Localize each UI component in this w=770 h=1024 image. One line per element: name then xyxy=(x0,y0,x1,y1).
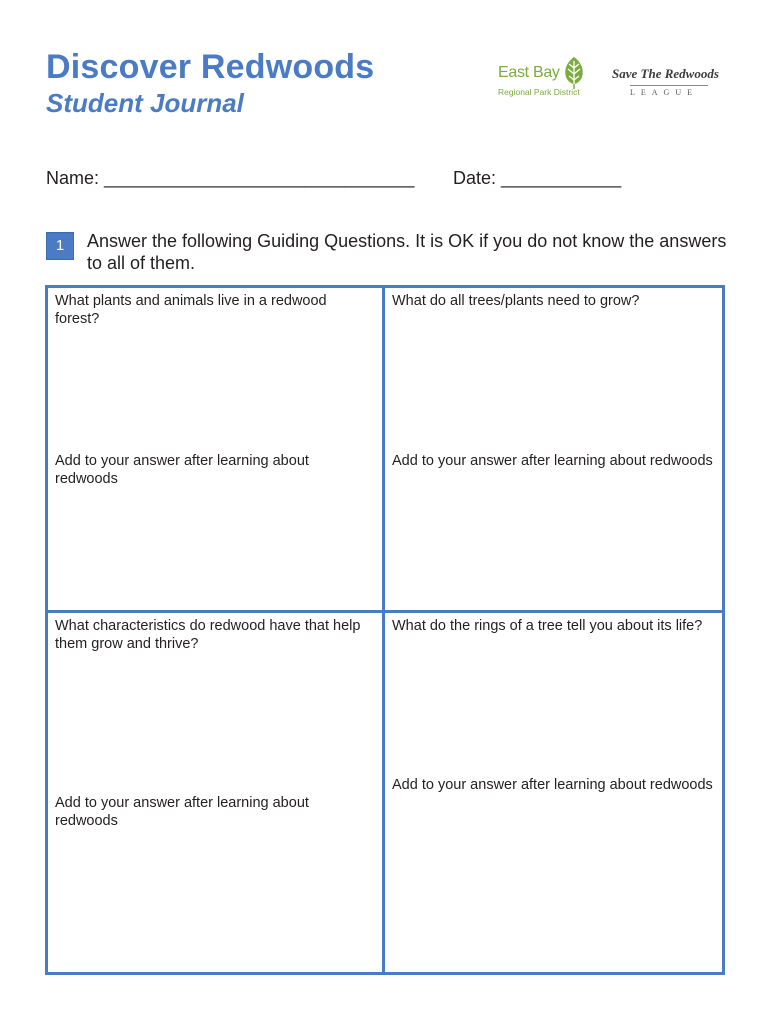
name-field: Name: _______________________________ xyxy=(46,168,415,188)
save-the-redwoods-league-logo xyxy=(612,66,722,98)
step-number-badge: 1 xyxy=(46,232,74,260)
follow-up-prompt: Add to your answer after learning about redwoods xyxy=(55,795,309,829)
question-cell-redwood-characteristics[interactable] xyxy=(48,613,385,972)
follow-up-prompt: Add to your answer after learning about redwoods xyxy=(55,453,309,487)
question-text: What characteristics do redwood have that help them grow and thrive? xyxy=(55,618,361,652)
strl-logo-name: Save The Redwoods xyxy=(612,66,719,81)
date-field: Date: ____________ xyxy=(453,168,622,188)
question-cell-plants-animals[interactable] xyxy=(48,288,385,613)
guiding-questions-grid xyxy=(45,285,725,975)
question-text: What do all trees/plants need to grow? xyxy=(392,293,640,309)
follow-up-prompt: Add to your answer after learning about redwoods xyxy=(392,777,713,793)
question-cell-tree-rings[interactable] xyxy=(385,613,722,972)
step-instructions: Answer the following Guiding Questions. It is OK if you do not know the answers to all of them. xyxy=(87,231,727,273)
strl-logo-divider xyxy=(630,85,708,86)
page-subtitle: Student Journal xyxy=(46,88,244,118)
question-cell-what-trees-need[interactable] xyxy=(385,288,722,613)
question-text: What do the rings of a tree tell you about its life? xyxy=(392,618,703,634)
follow-up-prompt: Add to your answer after learning about redwoods xyxy=(392,453,713,469)
question-text: What plants and animals live in a redwood forest? xyxy=(55,293,327,327)
ebrpd-logo-name: East Bay xyxy=(498,64,560,81)
strl-logo-league: LEAGUE xyxy=(630,88,698,97)
ebrpd-logo-subtitle: Regional Park District xyxy=(498,87,580,97)
east-bay-regional-park-district-logo xyxy=(498,56,590,102)
leaf-icon xyxy=(562,56,586,90)
page-title: Discover Redwoods xyxy=(46,48,375,86)
